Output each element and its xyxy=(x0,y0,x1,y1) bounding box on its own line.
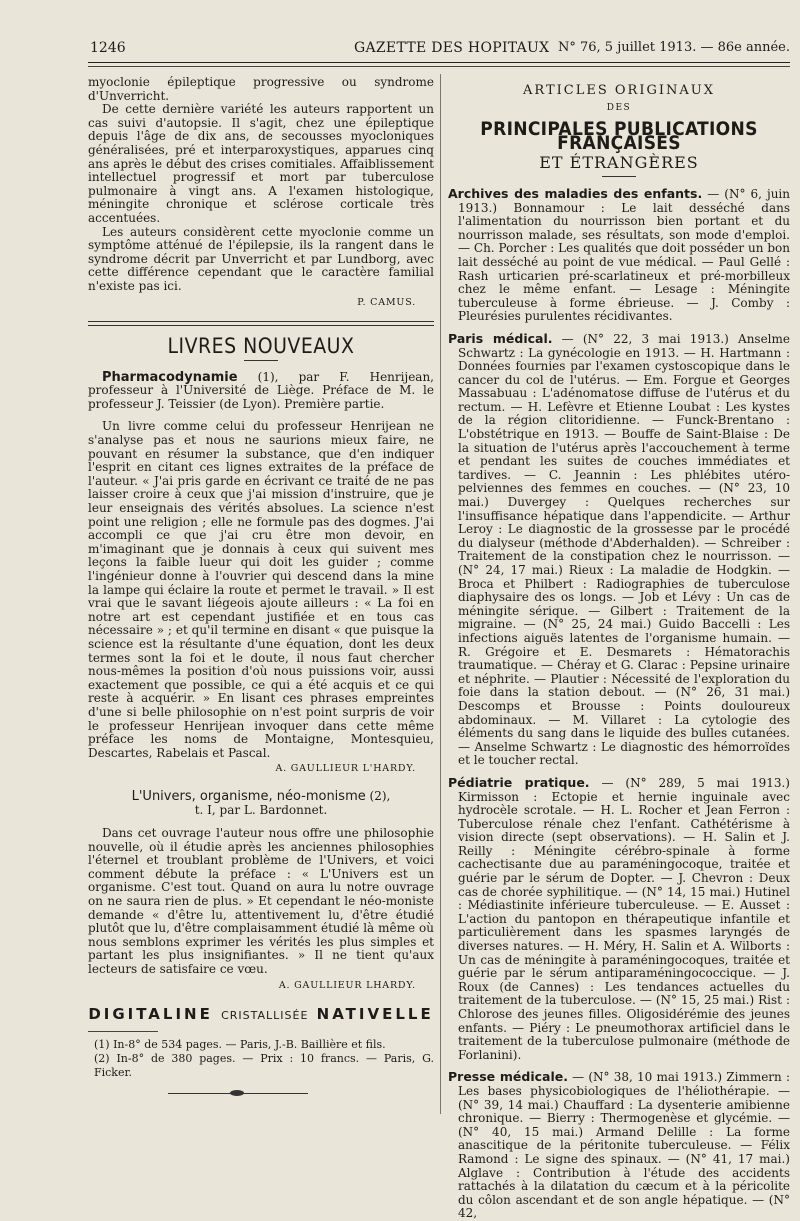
entry-text: — (N° 38, 10 mai 1913.) Zimmern : Les bases physicobiologiques de l'héliothérapie. — (N° 39, 14 mai.) Chauffard : La dysenterie amibienne chronique. — Bierry : Thermogenèse et glycémie. — (N° 40, 15 mai.) Armand Delille : La forme anascitique de la péritonite tuberculeuse. — Félix Ramond : Le signe des spinaux. — (N° 41, 17 mai.) Alglave : Contribution à l'étude des accidents rattachés à la dilatation du cæcum et à la péricolite du côlon ascendant et de son angle hépatique. — (N° 42, xyxy=(458,1070,790,1221)
intro-paragraph: De cette dernière variété les auteurs rapportent un cas suivi d'autopsie. Il s'agit, chez une épileptique depuis l'âge de dix ans, de secousses myocloniques généralisées, pré et interparoxystiques, apparues cinq ans après le début des crises comitiales. Affaiblissement intellectuel progressif et mort par tuberculose pulmonaire à vingt ans. A l'examen histologique, méningite chronique et sclérose corticale très accentuées. xyxy=(88,102,434,225)
section-rule xyxy=(88,321,434,322)
ad-word: CRISTALLISÉE xyxy=(221,1009,309,1023)
advertisement xyxy=(88,1005,434,1024)
short-rule xyxy=(244,360,278,361)
subtitle: ET ÉTRANGÈRES xyxy=(539,153,699,173)
left-column xyxy=(88,76,434,1098)
book-review: Dans cet ouvrage l'auteur nous offre une philosophie nouvelle, où il étudie après les anciennes philosophies l'éternel et troublant problème de l'Univers, et voici comment débute la préface : « L'Univers est un organisme. C'est tout. Quand on aura lu notre ouvrage on ne saura rien de plus. » Et cependant le néo-moniste demande « d'être lu, attentivement lu, d'être étudié plutôt que lu, d'être complaisamment étudié là même où nous semblons exprimer les vérités les plus simples et partant les plus insignifiantes. » Il ne tient qu'aux lecteurs de satisfaire ce vœu. xyxy=(88,826,434,977)
ornament-rule xyxy=(168,1090,308,1098)
right-column xyxy=(448,84,790,1221)
footnote: (2) In-8° de 380 pages. — Prix : 10 francs. — Paris, G. Ficker. xyxy=(94,1051,434,1079)
footnote-rule xyxy=(88,1031,158,1032)
entry-text: — (N° 6, juin 1913.) Bonnamour : Le lait desséché dans l'alimentation du nourrisson bien portant et du nourrisson malade, ses résultats, son mode d'emploi. — Ch. Porcher : Les qualités que doit posséder un bon lait desséché au point de vue médical. — Paul Gellé : Rash urticarien pré-scarlatineux et pré-morbilleux chez le même enfant. — Lesage : Méningite tuberculeuse à forme ébrieuse. — J. Comby : Pleurésies purulentes récidivantes. xyxy=(458,186,790,324)
journal-title: GAZETTE DES HOPITAUX xyxy=(354,40,550,56)
journal-entry xyxy=(448,776,790,1062)
journal-entry xyxy=(448,187,790,324)
entry-text: — (N° 289, 5 mai 1913.) Kirmisson : Ectopie et hernie inguinale avec hydrocèle scrotale. — H. L. Rocher et Jean Ferron : Tuberculose rénale chez l'enfant. Cathétérisme à vision directe (sept observations). — H. Salin et J. Reilly : Méningite cérébro-spinale à forme cachectisante due au paraméningocoque, traitée et guérie par le sérum de Dopter. — J. Chevron : Deux cas de chorée syphilitique. — (N° 14, 15 mai.) Hutinel : Médiastinite inférieure tuberculeuse. — E. Ausset : L'action du pantopon en thérapeutique infantile et particulièrement dans les spasmes laryngés de diverses natures. — H. Méry, H. Salin et A. Wilborts : Un cas de méningite à paraméningocoques, traitée et guérie par le sérum antiparaméningococcique. — J. Roux (de Cannes) : Les tendances actuelles du traitement de la tuberculose. — (N° 15, 25 mai.) Rist : Chlorose des jeunes filles. Oligosidérémie des jeunes enfants. — Piéry : Le pneumothorax artificiel dans le traitement de la tuberculose pulmonaire (méthode de Forlanini). xyxy=(458,775,790,1062)
short-rule xyxy=(602,176,636,177)
signature: A. GAULLIEUR L'HARDY. xyxy=(275,763,416,775)
page-header xyxy=(88,38,790,60)
journal-entry xyxy=(448,1070,790,1221)
book-heading xyxy=(88,790,434,817)
footnote: (1) In-8° de 534 pages. — Paris, J.-B. Baillière et fils. xyxy=(94,1037,386,1051)
journal-name: Paris médical. xyxy=(448,330,553,346)
section-subtitle: DES xyxy=(606,102,632,113)
section-title: ARTICLES ORIGINAUX xyxy=(523,83,715,98)
header-rule-thin xyxy=(88,66,790,67)
journal-name: Pédiatrie pratique. xyxy=(448,774,590,790)
book-heading xyxy=(88,371,434,412)
signature: A. GAULLIEUR LHARDY. xyxy=(278,979,416,991)
journal-name: Presse médicale. xyxy=(448,1069,568,1085)
ad-word: DIGITALINE xyxy=(88,1005,213,1024)
entry-text: — (N° 22, 3 mai 1913.) Anselme Schwartz : La gynécologie en 1913. — H. Hartmann : Données fournies par l'examen cystoscopique dans le cancer du col de l'utérus. — Em. Forgue et Georges Massabuau : L'adénomatose diffuse de l'utérus et du rectum. — H. Lefèvre et Etienne Loubat : Les kystes de la région clitoridienne. — Funck-Brentano : L'obstétrique en 1913. — Bouffe de Saint-Blaise : De la situation de l'utérus après l'accouchement à terme et pendant les suites de couches immédiates et tardives. — C. Jeannin : Les phlébites utéro-pelviennes des femmes en couches. — (N° 23, 10 mai.) Duvergey : Quelques recherches sur l'insuffisance hépatique dans l'appendicite. — Arthur Leroy : Le diagnostic de la grossesse par le procédé du dialyseur (méthode d'Abderhalden). — Schreiber : Traitement de la constipation chez le nourrisson. — (N° 24, 17 mai.) Rieux : La maladie de Hodgkin. — Broca et Philbert : Radiographies de tuberculose diaphysaire des os longs. — Job et Lévy : Un cas de méningite sérique. — Gilbert : Traitement de la migraine. — (N° 25, 24 mai.) Guido Baccelli : Les infections aiguës latentes de l'organisme humain. — R. Grégoire et E. Desmarets : Hématorachis traumatique. — Chéray et G. Clarac : Pepsine urinaire et néphrite. — Plautier : Nécessité de l'exploration du foie dans la station debout. — (N° 26, 31 mai.) Descomps et Brousse : Points douloureux abdominaux. — M. Villaret : La cytologie des éléments du sang dans le liquide des bulles cutanées. — Anselme Schwartz : Le diagnostic des hémorroïdes et le toucher rectal. xyxy=(458,331,790,768)
book-review: Un livre comme celui du professeur Henrijean ne s'analyse pas et nous ne saurions mieux faire, ne pouvant en résumer la substance, que d'en indiquer l'esprit en citant ces lignes extraites de la préface de l'auteur. « J'ai pris garde en écrivant ce traité de ne pas laisser croire à ceux que j'ai mission d'instruire, que je leur enseignais des vérités absolues. La science n'est point une religion ; elle ne formule pas des dogmes. J'ai accompli ce que j'ai cru être mon devoir, en m'imaginant que je donnais à ceux qui suivent mes leçons la faible lueur qui doit les guider ; comme l'ingénieur donne à l'ouvrier qui descend dans la mine la lampe qui éclaire la route et permet le travail. » Il est vrai que le savant liégeois ajoute ailleurs : « La foi en notre art est cependant justifiée et en tous cas nécessaire » ; et qu'il termine en disant « que puisque la science est la résultante d'une équation, dont les deux termes sont la foi et le doute, il nous faut chercher nous-mêmes la position d'où nous puissions voir, aussi exactement que possible, ce qui a été acquis et ce qui reste à acquérir. » En lisant ces phrases empreintes d'une si belle philosophie on n'est point surpris de voir le professeur Henrijean invoquer dans cette même préface les noms de Montaigne, Montesquieu, Descartes, Rabelais et Pascal. xyxy=(88,419,434,760)
book-details: (1), par F. Henrijean, professeur à l'Université de Liège. Préface de M. le professeur J. Teissier (de Lyon). Première partie. xyxy=(88,369,434,411)
footnote-ref: (2), xyxy=(365,788,391,803)
book-details: t. I, par L. Bardonnet. xyxy=(194,802,328,817)
journal-name: Archives des maladies des enfants. xyxy=(448,185,703,201)
section-title: LIVRES NOUVEAUX xyxy=(167,334,355,359)
header-rule xyxy=(88,62,790,63)
signature: P. CAMUS. xyxy=(357,296,416,308)
page-number: 1246 xyxy=(90,40,126,56)
section-rule xyxy=(88,325,434,326)
intro-paragraph: Les auteurs considèrent cette myoclonie comme un symptôme atténué de l'épilepsie, ils la rangent dans le syndrome décrit par Unverricht et par Lundborg, avec cette différence cependant que le caractère familial n'existe pas ici. xyxy=(88,224,434,293)
journal-entry xyxy=(448,332,790,768)
main-title: PRINCIPALES PUBLICATIONS FRANÇAISES xyxy=(480,118,758,154)
book-title: Pharmacodynamie xyxy=(102,369,238,385)
intro-paragraph: myoclonie épileptique progressive ou syndrome d'Unverricht. xyxy=(88,75,434,103)
ad-word: NATIVELLE xyxy=(316,1005,434,1024)
column-divider xyxy=(440,74,441,1114)
book-title: L'Univers, organisme, néo-monisme xyxy=(131,788,366,804)
issue-info: N° 76, 5 juillet 1913. — 86e année. xyxy=(557,40,790,55)
